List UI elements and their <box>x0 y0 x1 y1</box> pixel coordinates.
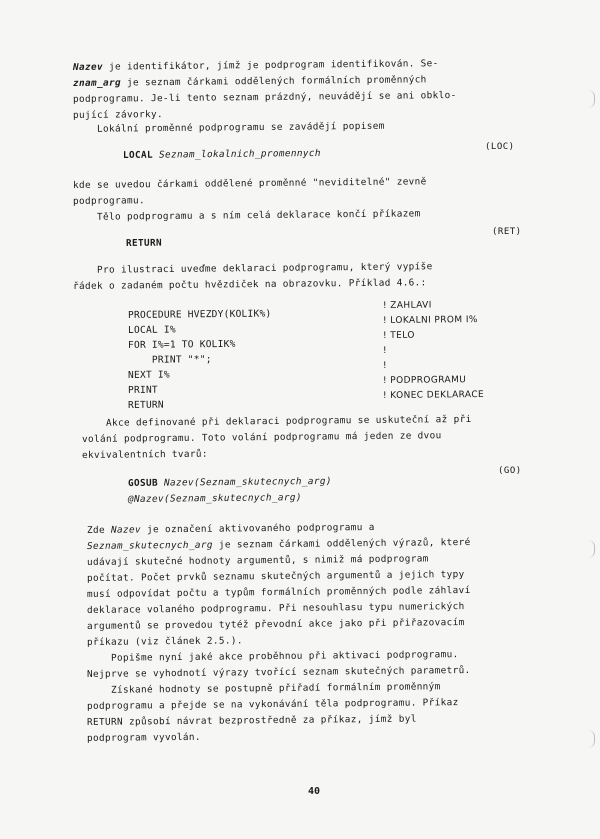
text-line: podprogramu. Je-li tento seznam prázdný, neuvádějí se ani obklo- <box>72 89 457 105</box>
code-comment: ! <box>382 360 388 371</box>
line-text: je seznam čárkami oddělených výrazů, které <box>212 536 471 551</box>
line-text: je identifikátor, jímž je podprogram identifikován. Se- <box>102 58 439 73</box>
text-line: kde se uvedou čárkami oddělené proměnné "neviditelné" zevně <box>72 176 427 191</box>
code-line: PROCEDURE HVEZDY(KOLIK%) <box>127 308 272 321</box>
line-text: je označení aktivovaného podprogramu a <box>140 521 375 536</box>
page-number: 40 <box>308 786 321 797</box>
code-line: FOR I%=1 TO KOLIK% <box>127 338 236 351</box>
at-call-statement: @Nazev(Seznam_skutecnych_arg) <box>127 492 302 505</box>
text-line: podprogramu. <box>72 195 145 207</box>
local-arg: Seznam_lokalnich_promennych <box>152 147 321 161</box>
local-statement <box>123 148 321 161</box>
margin-mark <box>588 730 595 748</box>
tag-ret: (RET) <box>492 227 522 237</box>
code-comment: ! TELO <box>382 330 415 341</box>
gosub-statement <box>128 476 332 489</box>
margin-mark <box>588 90 595 108</box>
text-line: Akce definované při deklaraci podprogramu se uskuteční až při <box>81 413 472 429</box>
text-line: počítat. Počet prvků seznamu skutečných argumentů a jejich typy <box>86 569 465 584</box>
keyword-local: LOCAL <box>122 149 154 161</box>
code-comment: ! ZAHLAVI <box>382 300 432 311</box>
text-line: musí odpovídat počtu a typům formálních proměnných podle záhlaví <box>86 584 471 600</box>
text-line: podprogram vyvolán. <box>86 731 201 744</box>
text-line <box>73 58 439 73</box>
text-line: RETURN způsobí návrat bezprostředně za příkaz, jímž byl <box>86 713 417 728</box>
code-comment: ! LOKALNI PROM I% <box>382 315 478 326</box>
gosub-arg: Nazev(Seznam_skutecnych_arg) <box>157 475 332 489</box>
text-line <box>73 74 427 89</box>
term-nazev: Nazev <box>110 524 142 536</box>
text-line: argumentů se provedou tytéž převodní akce jako při přiřazovacím <box>86 617 465 632</box>
code-line: NEXT I% <box>127 369 170 381</box>
text-line: volání podprogramu. Toto volání podprogramu má jeden ze dvou <box>81 430 442 445</box>
keyword-return: RETURN <box>125 237 163 249</box>
text-line: Lokální proměnné podprogramu se zavádějí popisem <box>72 120 385 135</box>
text-line: řádek o zadaném počtu hvězdiček na obrazovku. Příklad 4.6.: <box>72 277 427 292</box>
margin-mark <box>588 540 595 558</box>
code-comment: ! PODPROGRAMU <box>382 375 467 386</box>
text-line: Pro ilustraci uveďme deklaraci podprogramu, který vypíše <box>72 261 433 276</box>
text-line: deklarace volaného podprogramu. Při nesouhlasu typu numerických <box>86 601 465 616</box>
code-line: LOCAL I% <box>127 324 176 336</box>
keyword-gosub: GOSUB <box>127 477 159 489</box>
text-line: Nejprve se vyhodnotí výrazy tvořící seznam skutečných parametrů. <box>86 664 471 680</box>
line-text: je seznam čárkami oddělených formálních proměnných <box>120 74 427 89</box>
text-line: pující závorky. <box>72 109 163 121</box>
line-text: Zde <box>86 524 112 536</box>
code-comment: ! <box>382 345 388 356</box>
code-line: RETURN <box>127 399 164 411</box>
code-comment: ! KONEC DEKLARACE <box>382 389 485 401</box>
term-seznam-skutecnych-arg: Seznam_skutecnych_arg <box>86 539 213 552</box>
text-line <box>87 537 471 552</box>
tag-loc: (LOC) <box>485 142 515 152</box>
text-line: Získané hodnoty se postupně přiřadí formálním proměnným <box>86 681 441 696</box>
text-line: ekvivalentních tvarů: <box>81 448 208 461</box>
tag-go: (GO) <box>498 466 522 476</box>
term-nazev: Nazev <box>72 61 104 73</box>
code-line: PRINT "*"; <box>127 354 212 366</box>
code-line: PRINT <box>127 384 158 396</box>
text-line: příkazu (viz článek 2.5.). <box>86 635 243 648</box>
text-line: podprogramu a přejde se na vykonávání těla podprogramu. Příkaz <box>86 697 459 712</box>
text-line <box>87 522 375 536</box>
term-seznam-arg: znam_arg <box>72 77 122 89</box>
text-line: Popišme nyní jaké akce proběhnou při aktivaci podprogramu. <box>86 649 459 664</box>
text-line: Tělo podprogramu a s ním celá deklarace končí příkazem <box>72 208 421 223</box>
text-line: udávají skutečné hodnoty argumentů, s nimiž má podprogram <box>86 553 429 568</box>
